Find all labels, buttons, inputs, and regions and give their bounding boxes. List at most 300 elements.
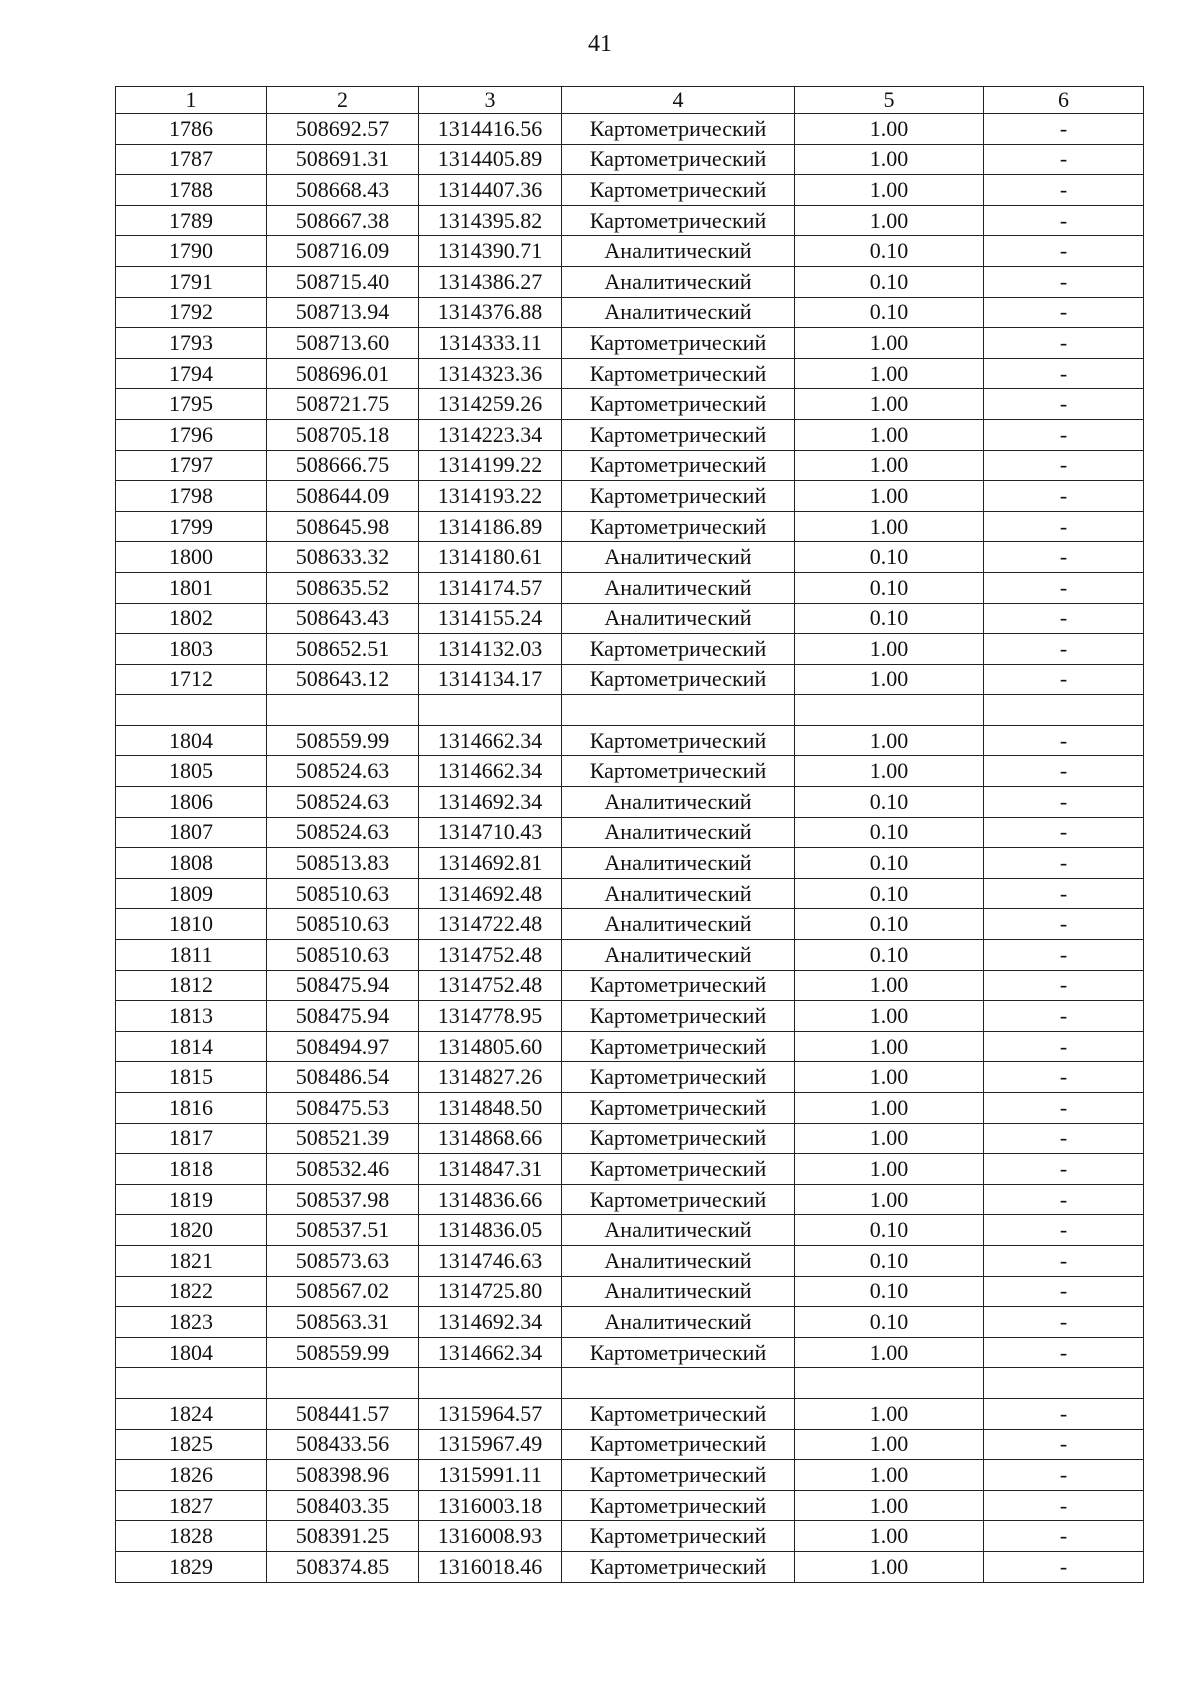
table-row (116, 1154, 1144, 1185)
table-cell: 1314132.03 (419, 634, 562, 665)
table-cell: 508705.18 (267, 419, 419, 450)
table-cell: Картометрический (562, 1398, 795, 1429)
table-row (116, 1062, 1144, 1093)
table-row (116, 725, 1144, 756)
table-row (116, 1337, 1144, 1368)
table-row (116, 603, 1144, 634)
table-cell: 508559.99 (267, 725, 419, 756)
table-cell: 0.10 (795, 1307, 984, 1338)
table-cell: 1.00 (795, 419, 984, 450)
table-cell: Картометрический (562, 1521, 795, 1552)
table-cell: 1.00 (795, 634, 984, 665)
table-cell: 0.10 (795, 940, 984, 971)
table-cell: 1.00 (795, 1429, 984, 1460)
table-cell: 1314692.48 (419, 878, 562, 909)
table-cell (562, 1368, 795, 1399)
table-row (116, 481, 1144, 512)
table-cell: 1315967.49 (419, 1429, 562, 1460)
table-cell: Картометрический (562, 419, 795, 450)
table-row (116, 542, 1144, 573)
table-cell: 1316008.93 (419, 1521, 562, 1552)
table-cell: 1810 (116, 909, 267, 940)
table-cell: Картометрический (562, 389, 795, 420)
table-cell: 508441.57 (267, 1398, 419, 1429)
table-cell: 1.00 (795, 1154, 984, 1185)
table-cell (267, 695, 419, 726)
table-row (116, 848, 1144, 879)
table-cell: Картометрический (562, 1551, 795, 1582)
table-row (116, 175, 1144, 206)
table-row (116, 450, 1144, 481)
table-cell: 1822 (116, 1276, 267, 1307)
table-cell: - (984, 1001, 1144, 1032)
table-cell: 1314692.81 (419, 848, 562, 879)
table-row (116, 205, 1144, 236)
table-row (116, 756, 1144, 787)
table-cell: 508715.40 (267, 266, 419, 297)
table-cell: 1314662.34 (419, 756, 562, 787)
table-cell: - (984, 1429, 1144, 1460)
table-cell: 0.10 (795, 236, 984, 267)
table-cell: - (984, 358, 1144, 389)
table-cell: 1314186.89 (419, 511, 562, 542)
table-cell: Картометрический (562, 1062, 795, 1093)
table-cell: Аналитический (562, 603, 795, 634)
table-cell: Картометрический (562, 725, 795, 756)
table-cell: Аналитический (562, 1276, 795, 1307)
table-cell: 508666.75 (267, 450, 419, 481)
table-cell: 1800 (116, 542, 267, 573)
table-row (116, 236, 1144, 267)
table-cell: 508691.31 (267, 144, 419, 175)
table-cell: - (984, 236, 1144, 267)
table-row (116, 1429, 1144, 1460)
table-cell: Аналитический (562, 542, 795, 573)
table-cell: 508635.52 (267, 572, 419, 603)
table-cell: 1315964.57 (419, 1398, 562, 1429)
table-cell: 1314134.17 (419, 664, 562, 695)
column-header: 4 (562, 87, 795, 114)
table-cell: 1802 (116, 603, 267, 634)
table-cell: 0.10 (795, 909, 984, 940)
column-header: 2 (267, 87, 419, 114)
table-row (116, 1521, 1144, 1552)
table-cell: 1799 (116, 511, 267, 542)
table-cell: 1811 (116, 940, 267, 971)
table-cell: - (984, 1337, 1144, 1368)
table-cell: 1314692.34 (419, 787, 562, 818)
table-cell: 0.10 (795, 817, 984, 848)
table-cell: 1.00 (795, 389, 984, 420)
table-cell: 508532.46 (267, 1154, 419, 1185)
table-cell: - (984, 634, 1144, 665)
table-cell: 1314405.89 (419, 144, 562, 175)
table-cell: 1.00 (795, 1093, 984, 1124)
table-cell: 1823 (116, 1307, 267, 1338)
table-separator-row (116, 695, 1144, 726)
table-cell: - (984, 878, 1144, 909)
table-cell: 1.00 (795, 1521, 984, 1552)
table-cell: 508643.12 (267, 664, 419, 695)
table-row (116, 389, 1144, 420)
table-cell: 1815 (116, 1062, 267, 1093)
table-cell: 1.00 (795, 358, 984, 389)
table-cell: - (984, 940, 1144, 971)
table-cell: 0.10 (795, 266, 984, 297)
table-cell: 508559.99 (267, 1337, 419, 1368)
table-header-row (116, 87, 1144, 114)
table-cell: - (984, 970, 1144, 1001)
table-cell: 1.00 (795, 144, 984, 175)
table-cell (984, 695, 1144, 726)
table-row (116, 940, 1144, 971)
table-cell: 508475.94 (267, 970, 419, 1001)
table-cell: 1315991.11 (419, 1460, 562, 1491)
table-cell: 1.00 (795, 1460, 984, 1491)
table-cell: 1314193.22 (419, 481, 562, 512)
table-cell: 1314333.11 (419, 328, 562, 359)
table-row (116, 1460, 1144, 1491)
table-cell: 508713.60 (267, 328, 419, 359)
table-cell: 1314805.60 (419, 1031, 562, 1062)
table-cell: 1.00 (795, 1490, 984, 1521)
table-cell: 0.10 (795, 1276, 984, 1307)
table-cell: 1824 (116, 1398, 267, 1429)
table-cell: 1.00 (795, 511, 984, 542)
table-cell: Аналитический (562, 297, 795, 328)
table-cell: 1314174.57 (419, 572, 562, 603)
table-cell: Картометрический (562, 1031, 795, 1062)
table-row (116, 328, 1144, 359)
table-cell: - (984, 419, 1144, 450)
table-separator-row (116, 1368, 1144, 1399)
table-cell: 1.00 (795, 1398, 984, 1429)
table-cell: Картометрический (562, 1123, 795, 1154)
table-cell: - (984, 1031, 1144, 1062)
table-cell: 1828 (116, 1521, 267, 1552)
table-cell: 508563.31 (267, 1307, 419, 1338)
table-cell: - (984, 1184, 1144, 1215)
table-cell: 1806 (116, 787, 267, 818)
table-row (116, 1551, 1144, 1582)
table-cell: 1788 (116, 175, 267, 206)
table-cell: 0.10 (795, 1245, 984, 1276)
table-row (116, 1398, 1144, 1429)
table-cell: 508537.51 (267, 1215, 419, 1246)
table-cell: Картометрический (562, 328, 795, 359)
table-cell: 508403.35 (267, 1490, 419, 1521)
table-cell: 508643.43 (267, 603, 419, 634)
table-cell: 508652.51 (267, 634, 419, 665)
table-cell: - (984, 817, 1144, 848)
table-cell: 0.10 (795, 878, 984, 909)
table-cell: 1794 (116, 358, 267, 389)
table-cell: 508510.63 (267, 909, 419, 940)
table-cell: - (984, 297, 1144, 328)
table-cell: - (984, 1276, 1144, 1307)
table-cell: - (984, 1093, 1144, 1124)
table-cell: Аналитический (562, 266, 795, 297)
table-cell: 508573.63 (267, 1245, 419, 1276)
table-cell: 508486.54 (267, 1062, 419, 1093)
table-row (116, 114, 1144, 145)
table-cell: Аналитический (562, 236, 795, 267)
table-cell: 508524.63 (267, 756, 419, 787)
table-cell: 508524.63 (267, 817, 419, 848)
table-row (116, 358, 1144, 389)
table-cell: - (984, 848, 1144, 879)
table-row (116, 878, 1144, 909)
table-cell: 1314692.34 (419, 1307, 562, 1338)
table-cell: 508692.57 (267, 114, 419, 145)
table-cell: Аналитический (562, 909, 795, 940)
table-cell: 0.10 (795, 787, 984, 818)
table-cell: - (984, 664, 1144, 695)
table-cell: 0.10 (795, 1215, 984, 1246)
table-cell: 1803 (116, 634, 267, 665)
table-cell: - (984, 1245, 1144, 1276)
table-cell: 0.10 (795, 572, 984, 603)
table-cell: 1816 (116, 1093, 267, 1124)
coordinates-table (115, 86, 1144, 1583)
table-cell: - (984, 1521, 1144, 1552)
table-cell (116, 695, 267, 726)
table-cell: 508645.98 (267, 511, 419, 542)
table-cell: Картометрический (562, 450, 795, 481)
table-row (116, 787, 1144, 818)
table-cell: 1316003.18 (419, 1490, 562, 1521)
table-cell: 1819 (116, 1184, 267, 1215)
table-cell: 1314376.88 (419, 297, 562, 328)
table-cell: - (984, 1307, 1144, 1338)
table-cell: - (984, 175, 1144, 206)
table-cell: - (984, 205, 1144, 236)
table-cell: 1314847.31 (419, 1154, 562, 1185)
table-cell (795, 695, 984, 726)
column-header: 1 (116, 87, 267, 114)
table-cell: Картометрический (562, 1429, 795, 1460)
column-header: 3 (419, 87, 562, 114)
table-cell: 1821 (116, 1245, 267, 1276)
table-cell: Картометрический (562, 1184, 795, 1215)
table-cell: 1.00 (795, 1551, 984, 1582)
table-row (116, 1215, 1144, 1246)
table-cell: Картометрический (562, 664, 795, 695)
table-cell: Картометрический (562, 970, 795, 1001)
table-cell: 1804 (116, 1337, 267, 1368)
table-cell: 1.00 (795, 481, 984, 512)
column-header: 6 (984, 87, 1144, 114)
table-cell: 1829 (116, 1551, 267, 1582)
table-cell: 508716.09 (267, 236, 419, 267)
table-cell: 1314868.66 (419, 1123, 562, 1154)
table-cell: 1812 (116, 970, 267, 1001)
table-row (116, 1001, 1144, 1032)
table-cell: 1314180.61 (419, 542, 562, 573)
table-cell: - (984, 756, 1144, 787)
table-cell: 1.00 (795, 205, 984, 236)
table-cell: 1.00 (795, 175, 984, 206)
table-cell: - (984, 1398, 1144, 1429)
table-cell: 1314390.71 (419, 236, 562, 267)
table-cell: 1805 (116, 756, 267, 787)
table-cell: 1314710.43 (419, 817, 562, 848)
table-cell: 1.00 (795, 725, 984, 756)
table-cell: - (984, 144, 1144, 175)
table-cell: 1791 (116, 266, 267, 297)
table-cell: 508644.09 (267, 481, 419, 512)
table-cell: 1314848.50 (419, 1093, 562, 1124)
table-row (116, 1490, 1144, 1521)
table-cell: - (984, 389, 1144, 420)
table-cell: Аналитический (562, 940, 795, 971)
column-header: 5 (795, 87, 984, 114)
table-cell: 508667.38 (267, 205, 419, 236)
table-cell: 1314836.66 (419, 1184, 562, 1215)
table-cell: Картометрический (562, 1490, 795, 1521)
table-cell: - (984, 1215, 1144, 1246)
table-row (116, 1276, 1144, 1307)
table-cell: Картометрический (562, 205, 795, 236)
table-cell: - (984, 603, 1144, 634)
table-cell: Аналитический (562, 1307, 795, 1338)
table-cell: 508713.94 (267, 297, 419, 328)
table-cell (795, 1368, 984, 1399)
table-cell (984, 1368, 1144, 1399)
table-row (116, 909, 1144, 940)
table-body (116, 114, 1144, 1583)
table-cell: 508510.63 (267, 940, 419, 971)
table-cell: - (984, 1490, 1144, 1521)
table-cell: Картометрический (562, 1093, 795, 1124)
table-cell: Аналитический (562, 1215, 795, 1246)
table-row (116, 1184, 1144, 1215)
table-cell: 508633.32 (267, 542, 419, 573)
table-cell: 508668.43 (267, 175, 419, 206)
table-row (116, 1093, 1144, 1124)
table-row (116, 572, 1144, 603)
table-row (116, 664, 1144, 695)
table-cell: - (984, 1551, 1144, 1582)
table-cell: 1798 (116, 481, 267, 512)
table-cell: 1314662.34 (419, 725, 562, 756)
table-cell: 1314752.48 (419, 970, 562, 1001)
table-cell: 1820 (116, 1215, 267, 1246)
table-cell: - (984, 114, 1144, 145)
table-row (116, 1031, 1144, 1062)
table-cell: Картометрический (562, 1154, 795, 1185)
table-cell: Картометрический (562, 1001, 795, 1032)
table-row (116, 817, 1144, 848)
table-cell: 0.10 (795, 603, 984, 634)
table-cell: 1818 (116, 1154, 267, 1185)
table-cell: 508374.85 (267, 1551, 419, 1582)
table-cell: 1.00 (795, 1031, 984, 1062)
table-cell: Картометрический (562, 358, 795, 389)
table-cell: Аналитический (562, 1245, 795, 1276)
table-cell: 508391.25 (267, 1521, 419, 1552)
table-cell: Картометрический (562, 481, 795, 512)
table-cell: 1825 (116, 1429, 267, 1460)
table-cell: 508696.01 (267, 358, 419, 389)
table-cell: Картометрический (562, 114, 795, 145)
table-cell: 0.10 (795, 297, 984, 328)
table-cell: - (984, 725, 1144, 756)
table-cell: 1789 (116, 205, 267, 236)
table-cell: Аналитический (562, 572, 795, 603)
table-cell: 1.00 (795, 1062, 984, 1093)
table-cell: Картометрический (562, 511, 795, 542)
table-cell: - (984, 450, 1144, 481)
table-cell: 1.00 (795, 756, 984, 787)
table-row (116, 266, 1144, 297)
table-cell: - (984, 572, 1144, 603)
table-cell: 1314259.26 (419, 389, 562, 420)
table-cell: - (984, 909, 1144, 940)
table-row (116, 1245, 1144, 1276)
table-cell: 1.00 (795, 1123, 984, 1154)
table-cell: 508494.97 (267, 1031, 419, 1062)
table-cell: 1796 (116, 419, 267, 450)
table-row (116, 1123, 1144, 1154)
table-cell: 1.00 (795, 970, 984, 1001)
table-cell: 1.00 (795, 328, 984, 359)
table-cell: - (984, 1062, 1144, 1093)
table-cell: 1.00 (795, 1001, 984, 1032)
table-cell (116, 1368, 267, 1399)
table-cell: 508537.98 (267, 1184, 419, 1215)
table-cell: Картометрический (562, 634, 795, 665)
table-cell: - (984, 1154, 1144, 1185)
table-cell: Аналитический (562, 817, 795, 848)
table-row (116, 144, 1144, 175)
table-cell: 1314199.22 (419, 450, 562, 481)
table-cell: 1807 (116, 817, 267, 848)
table-cell: 1.00 (795, 664, 984, 695)
table-cell: 1790 (116, 236, 267, 267)
table-cell: Картометрический (562, 1337, 795, 1368)
table-cell: 508475.53 (267, 1093, 419, 1124)
table-cell: - (984, 1460, 1144, 1491)
table-cell: 1712 (116, 664, 267, 695)
table-row (116, 419, 1144, 450)
table-cell: 1314386.27 (419, 266, 562, 297)
table-cell: Аналитический (562, 878, 795, 909)
table-cell: 1808 (116, 848, 267, 879)
table-cell: - (984, 787, 1144, 818)
table-cell: Картометрический (562, 1460, 795, 1491)
table-cell: - (984, 542, 1144, 573)
table-cell: 508510.63 (267, 878, 419, 909)
table-cell: 1801 (116, 572, 267, 603)
table-cell: 508567.02 (267, 1276, 419, 1307)
table-cell: - (984, 511, 1144, 542)
table-cell: 1314746.63 (419, 1245, 562, 1276)
table-cell: 0.10 (795, 848, 984, 879)
table-cell: 508521.39 (267, 1123, 419, 1154)
table-cell: 1314395.82 (419, 205, 562, 236)
table-cell: 1793 (116, 328, 267, 359)
table-cell: - (984, 481, 1144, 512)
table-cell: 1314416.56 (419, 114, 562, 145)
table-cell: 508398.96 (267, 1460, 419, 1491)
table-cell: 1827 (116, 1490, 267, 1521)
page-number: 41 (588, 31, 612, 57)
table-cell: Картометрический (562, 756, 795, 787)
table-cell: - (984, 328, 1144, 359)
table-cell: 1314725.80 (419, 1276, 562, 1307)
table-cell: Аналитический (562, 787, 795, 818)
